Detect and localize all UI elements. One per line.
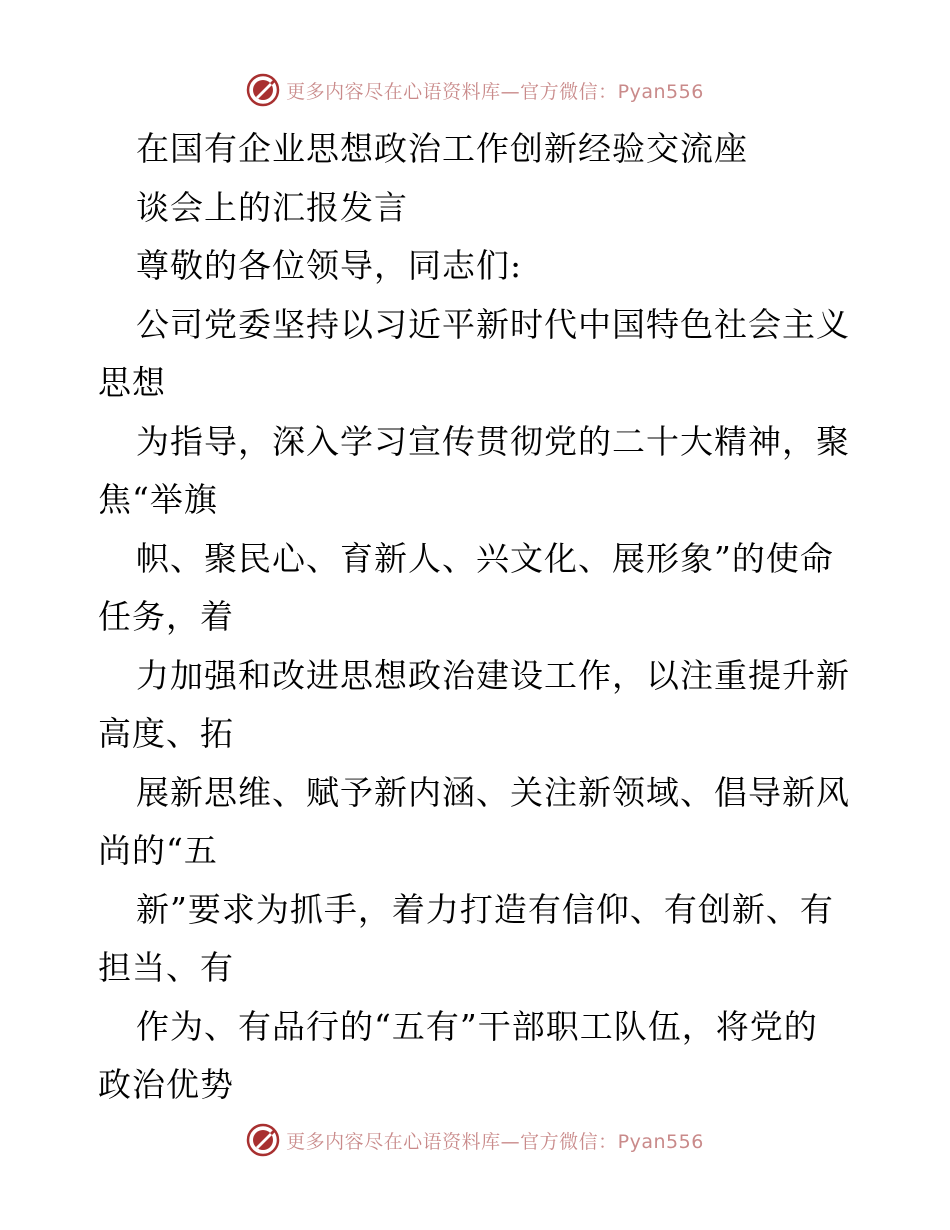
salutation: 尊敬的各位领导，同志们: xyxy=(136,246,523,285)
pen-logo-icon xyxy=(246,73,280,107)
title-line-2: 谈会上的汇报发言 xyxy=(136,187,408,227)
paragraph-line: 任务，着 xyxy=(98,597,234,636)
paragraph-line: 力加强和改进思想政治建设工作，以注重提升新 xyxy=(136,655,850,695)
footer-banner xyxy=(0,1120,950,1160)
title-line-1: 在国有企业思想政治工作创新经验交流座 xyxy=(136,129,748,168)
paragraph-line: 思想 xyxy=(98,363,166,402)
paragraph-line: 政治优势 xyxy=(98,1065,234,1104)
paragraph-line: 帜、聚民心、育新人、兴文化、展形象”的使命 xyxy=(136,538,834,578)
footer-banner-text: 更多内容尽在心语资料库—官方微信：Pyan556 xyxy=(286,1130,704,1153)
pen-logo-icon xyxy=(246,1123,280,1157)
paragraph-line: 高度、拓 xyxy=(98,714,234,753)
paragraph-line: 新”要求为抓手，着力打造有信仰、有创新、有 xyxy=(136,889,834,929)
paragraph-line: 尚的“五 xyxy=(98,831,218,870)
paragraph-line: 展新思维、赋予新内涵、关注新领域、倡导新风 xyxy=(136,772,850,812)
header-banner xyxy=(0,70,950,110)
paragraph-line: 作为、有品行的“五有”干部职工队伍，将党的 xyxy=(136,1006,818,1046)
paragraph-line: 公司党委坚持以习近平新时代中国特色社会主义 xyxy=(136,304,850,344)
document-body xyxy=(98,120,858,1115)
header-banner-text: 更多内容尽在心语资料库—官方微信：Pyan556 xyxy=(286,80,704,103)
paragraph-line: 担当、有 xyxy=(98,948,234,987)
paragraph-line: 焦“举旗 xyxy=(98,480,218,519)
paragraph-line: 为指导，深入学习宣传贯彻党的二十大精神，聚 xyxy=(136,421,850,461)
